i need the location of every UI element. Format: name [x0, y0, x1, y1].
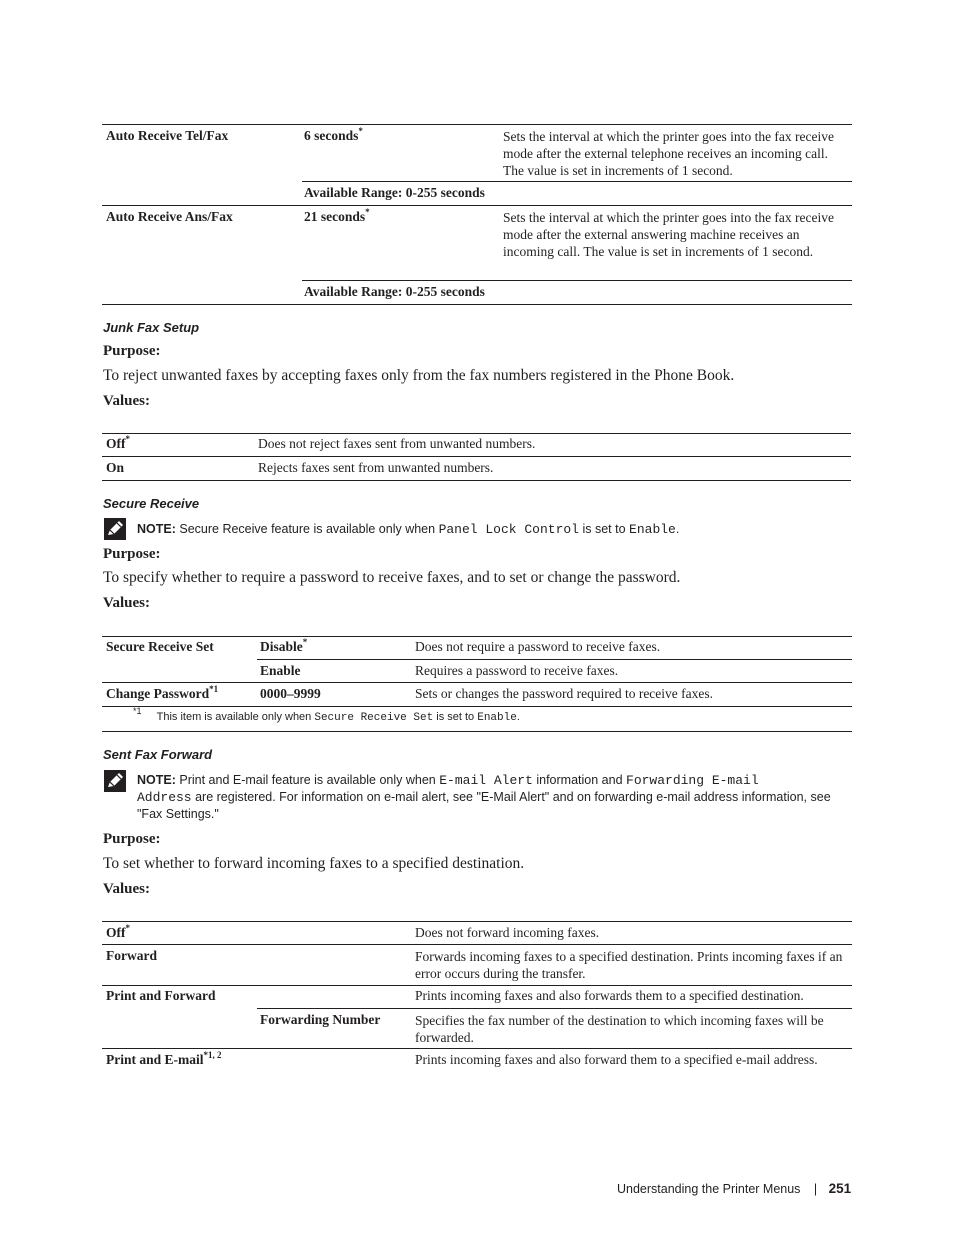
- table-cell-subitem: Forwarding Number: [260, 1012, 381, 1027]
- table-cell-name: Off*: [106, 923, 130, 940]
- table-rule: [257, 659, 852, 660]
- table-rule: [102, 456, 851, 457]
- note-text: NOTE: Secure Receive feature is available only when Panel Lock Control is set to Enable.: [137, 522, 680, 537]
- values-label: Values:: [103, 881, 150, 897]
- table-cell-name: Auto Receive Tel/Fax: [106, 128, 229, 143]
- table-cell-name: Off*: [106, 434, 130, 451]
- table-cell-description: Specifies the fax number of the destination to which incoming faxes will be forwarded.: [415, 1013, 824, 1045]
- table-cell-description: Prints incoming faxes and also forwards them to a specified destination.: [415, 988, 804, 1003]
- table-rule: [102, 1048, 852, 1049]
- purpose-label: Purpose:: [103, 831, 161, 847]
- purpose-text: To set whether to forward incoming faxes to a specified destination.: [103, 855, 525, 872]
- table-cell-name: Change Password$^{*1}$: [106, 684, 219, 701]
- table-cell-name: Forward: [106, 948, 157, 963]
- footer-section-title: Understanding the Printer Menus: [617, 1182, 801, 1196]
- section-heading: Junk Fax Setup: [103, 320, 200, 335]
- table-rule: [102, 731, 852, 732]
- section-heading: Sent Fax Forward: [103, 747, 213, 762]
- table-cell-name: Auto Receive Ans/Fax: [106, 209, 233, 224]
- footer-separator: |: [813, 1182, 818, 1196]
- values-label: Values:: [103, 595, 150, 611]
- table-cell-description: Sets the interval at which the printer goes into the fax receive mode after the external answering machine receives an incoming call. The value is set in increments of 1 second.: [503, 210, 835, 259]
- table-rule: [102, 706, 852, 707]
- table-cell-description: Sets or changes the password required to receive faxes.: [415, 686, 714, 701]
- purpose-text: To specify whether to require a password to receive faxes, and to set or change the password.: [103, 569, 681, 586]
- table-rule: [102, 636, 852, 637]
- page-number: 251: [828, 1181, 852, 1196]
- page-footer: [617, 1181, 851, 1196]
- table-cell-range: Available Range: 0-255 seconds: [304, 185, 485, 200]
- table-cell-description: Does not reject faxes sent from unwanted numbers.: [258, 436, 536, 451]
- table-rule: [102, 921, 852, 922]
- table-rule: [102, 304, 852, 305]
- table-rule: [257, 1008, 852, 1009]
- table-rule: [102, 433, 851, 434]
- purpose-text: To reject unwanted faxes by accepting faxes only from the fax numbers registered in the Phone Book.: [103, 367, 735, 384]
- table-cell-description: Requires a password to receive faxes.: [415, 663, 619, 678]
- table-rule: [102, 944, 852, 945]
- table-footnote: $^{*1}$ This item is available only when Secure Receive Set is set to Enable.: [133, 706, 520, 724]
- table-rule: [302, 181, 852, 182]
- table-rule: [302, 280, 852, 281]
- table-cell-name: On: [106, 460, 125, 475]
- table-cell-description: Sets the interval at which the printer goes into the fax receive mode after the external telephone receives an incoming call. The value is set in increments of 1 second.: [503, 129, 835, 178]
- table-rule: [102, 205, 852, 206]
- section-heading: Secure Receive: [103, 496, 200, 511]
- table-cell-description: Does not forward incoming faxes.: [415, 925, 600, 940]
- table-cell-value: Disable*: [260, 637, 308, 654]
- table-cell-value: Enable: [260, 663, 301, 678]
- table-cell-description: Rejects faxes sent from unwanted numbers.: [258, 460, 494, 475]
- table-cell-value: 0000–9999: [260, 686, 321, 701]
- table-cell-description: Prints incoming faxes and also forward them to a specified e-mail address.: [415, 1052, 818, 1067]
- table-cell-value: 21 seconds*: [304, 207, 370, 224]
- table-rule: [102, 480, 851, 481]
- table-cell-value: 6 seconds*: [304, 126, 363, 143]
- table-cell-name: Secure Receive Set: [106, 639, 214, 654]
- table-rule: [102, 682, 852, 683]
- table-cell-description: Does not require a password to receive faxes.: [415, 639, 661, 654]
- table-cell-range: Available Range: 0-255 seconds: [304, 284, 485, 299]
- pencil-note-icon: [104, 770, 126, 792]
- table-cell-name: Print and Forward: [106, 988, 216, 1003]
- table-cell-description: Forwards incoming faxes to a specified destination. Prints incoming faxes if an error occurs during the transfer.: [415, 949, 843, 981]
- purpose-label: Purpose:: [103, 343, 161, 359]
- values-label: Values:: [103, 393, 150, 409]
- table-cell-name: Print and E-mail$^{*1, 2}$: [106, 1050, 222, 1067]
- table-rule: [102, 124, 852, 125]
- note-text: NOTE: Print and E-mail feature is available only when E-mail Alert information and Forwarding E-mail Address are registered. For information on e-mail alert, see "E-Mail Alert" and on forwarding e-mail address information, see "Fax Settings.": [137, 773, 831, 821]
- pencil-note-icon: [104, 518, 126, 540]
- table-rule: [102, 985, 852, 986]
- purpose-label: Purpose:: [103, 546, 161, 562]
